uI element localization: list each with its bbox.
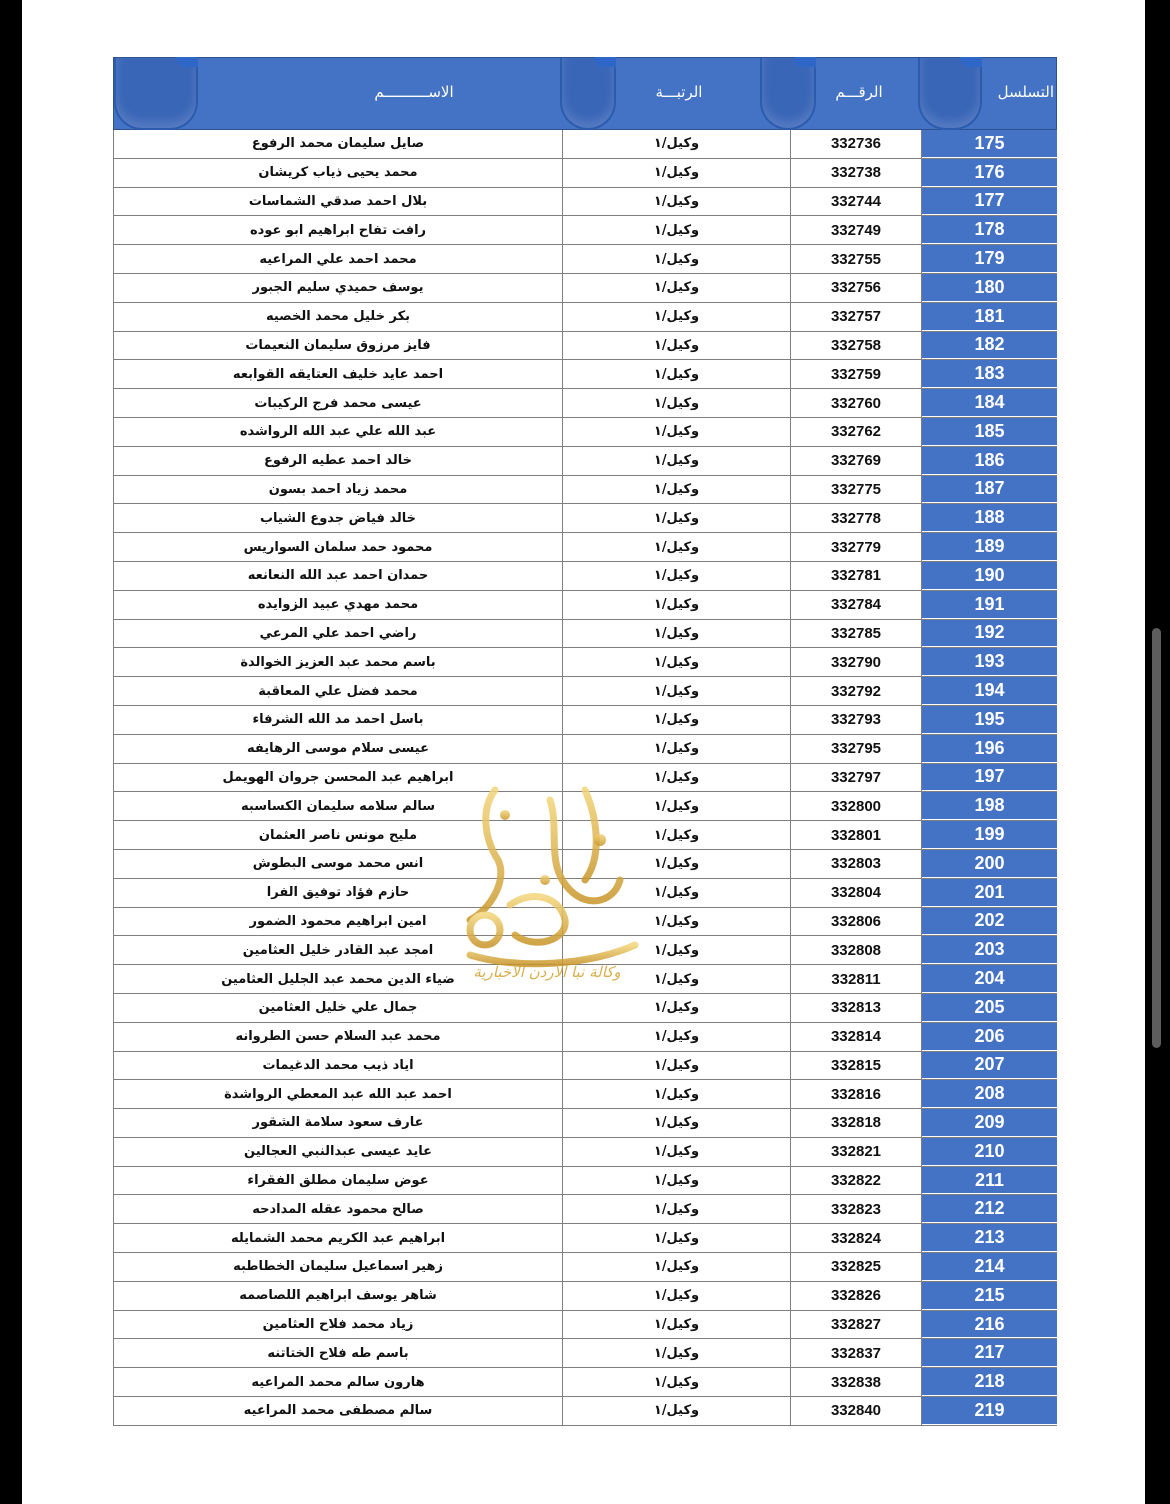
cell-name: محمد يحيى ذياب كريشان xyxy=(113,159,563,187)
header-number: الرقـــم xyxy=(835,83,883,101)
table-row xyxy=(113,879,1057,908)
cell-rank: وكيل/١ xyxy=(563,1023,791,1051)
cell-sequence: 199 xyxy=(922,821,1057,849)
table-row xyxy=(113,476,1057,505)
cell-name: بكر خليل محمد الخصيه xyxy=(113,303,563,331)
cell-name: امجد عبد القادر خليل العثامين xyxy=(113,936,563,964)
table-row xyxy=(113,303,1057,332)
table-row xyxy=(113,1195,1057,1224)
personnel-table xyxy=(113,57,1057,1426)
cell-sequence: 208 xyxy=(922,1080,1057,1108)
table-row xyxy=(113,1253,1057,1282)
cell-number: 332816 xyxy=(791,1080,922,1108)
cell-name: عيسى محمد فرج الركيبات xyxy=(113,389,563,417)
cell-number: 332779 xyxy=(791,533,922,561)
table-row xyxy=(113,648,1057,677)
table-row xyxy=(113,850,1057,879)
cell-sequence: 216 xyxy=(922,1311,1057,1339)
table-row xyxy=(113,130,1057,159)
cell-number: 332827 xyxy=(791,1311,922,1339)
table-row xyxy=(113,216,1057,245)
table-row xyxy=(113,1397,1057,1426)
cell-sequence: 217 xyxy=(922,1339,1057,1367)
cell-name: محمد زياد احمد بسون xyxy=(113,476,563,504)
cell-number: 332803 xyxy=(791,850,922,878)
table-row xyxy=(113,1282,1057,1311)
cell-sequence: 205 xyxy=(922,994,1057,1022)
cell-name: جمال علي خليل العثامين xyxy=(113,994,563,1022)
cell-number: 332755 xyxy=(791,245,922,273)
cell-name: محمد فضل علي المعاقبة xyxy=(113,677,563,705)
cell-rank: وكيل/١ xyxy=(563,620,791,648)
cell-sequence: 219 xyxy=(922,1397,1057,1425)
cell-rank: وكيل/١ xyxy=(563,1138,791,1166)
cell-sequence: 182 xyxy=(922,332,1057,360)
cell-name: راضي احمد علي المرعي xyxy=(113,620,563,648)
cell-number: 332801 xyxy=(791,821,922,849)
table-row xyxy=(113,1080,1057,1109)
table-row xyxy=(113,1224,1057,1253)
cell-sequence: 176 xyxy=(922,159,1057,187)
cell-name: عارف سعود سلامة الشقور xyxy=(113,1109,563,1137)
cell-sequence: 177 xyxy=(922,188,1057,216)
cell-number: 332738 xyxy=(791,159,922,187)
cell-rank: وكيل/١ xyxy=(563,1311,791,1339)
table-row xyxy=(113,677,1057,706)
cell-sequence: 197 xyxy=(922,764,1057,792)
cell-name: باسل احمد مد الله الشرفاء xyxy=(113,706,563,734)
cell-rank: وكيل/١ xyxy=(563,1195,791,1223)
cell-sequence: 188 xyxy=(922,504,1057,532)
cell-rank: وكيل/١ xyxy=(563,850,791,878)
cell-rank: وكيل/١ xyxy=(563,1339,791,1367)
cell-sequence: 209 xyxy=(922,1109,1057,1137)
cell-rank: وكيل/١ xyxy=(563,418,791,446)
cell-sequence: 215 xyxy=(922,1282,1057,1310)
cell-rank: وكيل/١ xyxy=(563,1253,791,1281)
table-row xyxy=(113,706,1057,735)
cell-number: 332778 xyxy=(791,504,922,532)
cell-number: 332826 xyxy=(791,1282,922,1310)
cell-sequence: 194 xyxy=(922,677,1057,705)
cell-name: بلال احمد صدقي الشماسات xyxy=(113,188,563,216)
table-row xyxy=(113,418,1057,447)
table-row xyxy=(113,1023,1057,1052)
cell-number: 332822 xyxy=(791,1167,922,1195)
cell-sequence: 201 xyxy=(922,879,1057,907)
cell-number: 332825 xyxy=(791,1253,922,1281)
cell-sequence: 187 xyxy=(922,476,1057,504)
cell-sequence: 190 xyxy=(922,562,1057,590)
header-tab-decoration xyxy=(760,58,816,130)
header-tab-decoration xyxy=(560,58,616,130)
cell-rank: وكيل/١ xyxy=(563,504,791,532)
cell-rank: وكيل/١ xyxy=(563,1397,791,1425)
table-row xyxy=(113,533,1057,562)
cell-number: 332757 xyxy=(791,303,922,331)
cell-rank: وكيل/١ xyxy=(563,389,791,417)
cell-number: 332769 xyxy=(791,447,922,475)
cell-name: باسم محمد عبد العزيز الخوالدة xyxy=(113,648,563,676)
cell-name: عبد الله علي عبد الله الرواشده xyxy=(113,418,563,446)
cell-name: احمد عبد الله عبد المعطي الرواشدة xyxy=(113,1080,563,1108)
cell-sequence: 189 xyxy=(922,533,1057,561)
cell-number: 332840 xyxy=(791,1397,922,1425)
cell-rank: وكيل/١ xyxy=(563,130,791,158)
cell-rank: وكيل/١ xyxy=(563,1167,791,1195)
table-row xyxy=(113,159,1057,188)
cell-sequence: 198 xyxy=(922,792,1057,820)
cell-name: سالم سلامه سليمان الكساسبه xyxy=(113,792,563,820)
table-row xyxy=(113,1368,1057,1397)
cell-name: حازم فؤاد توفيق الفرا xyxy=(113,879,563,907)
cell-rank: وكيل/١ xyxy=(563,591,791,619)
cell-rank: وكيل/١ xyxy=(563,216,791,244)
cell-rank: وكيل/١ xyxy=(563,303,791,331)
table-row xyxy=(113,764,1057,793)
cell-rank: وكيل/١ xyxy=(563,994,791,1022)
cell-rank: وكيل/١ xyxy=(563,706,791,734)
cell-number: 332775 xyxy=(791,476,922,504)
cell-name: ضياء الدين محمد عبد الجليل العثامين xyxy=(113,965,563,993)
cell-sequence: 180 xyxy=(922,274,1057,302)
cell-rank: وكيل/١ xyxy=(563,245,791,273)
cell-rank: وكيل/١ xyxy=(563,936,791,964)
cell-name: مليح مونس ناصر العثمان xyxy=(113,821,563,849)
cell-rank: وكيل/١ xyxy=(563,447,791,475)
cell-rank: وكيل/١ xyxy=(563,908,791,936)
cell-name: عيسى سلام موسى الرهايفه xyxy=(113,735,563,763)
cell-name: محمد عبد السلام حسن الطروانه xyxy=(113,1023,563,1051)
cell-sequence: 202 xyxy=(922,908,1057,936)
cell-rank: وكيل/١ xyxy=(563,764,791,792)
cell-rank: وكيل/١ xyxy=(563,735,791,763)
cell-sequence: 183 xyxy=(922,360,1057,388)
cell-name: شاهر يوسف ابراهيم اللصاصمه xyxy=(113,1282,563,1310)
cell-number: 332815 xyxy=(791,1052,922,1080)
cell-number: 332756 xyxy=(791,274,922,302)
cell-name: زياد محمد فلاح العثامين xyxy=(113,1311,563,1339)
cell-name: محمد مهدي عبيد الزوايده xyxy=(113,591,563,619)
cell-name: سالم مصطفى محمد المراعيه xyxy=(113,1397,563,1425)
cell-number: 332806 xyxy=(791,908,922,936)
cell-number: 332837 xyxy=(791,1339,922,1367)
cell-name: يوسف حميدي سليم الجبور xyxy=(113,274,563,302)
cell-rank: وكيل/١ xyxy=(563,879,791,907)
table-body xyxy=(113,130,1057,1426)
table-row xyxy=(113,562,1057,591)
cell-rank: وكيل/١ xyxy=(563,1282,791,1310)
cell-sequence: 218 xyxy=(922,1368,1057,1396)
cell-sequence: 210 xyxy=(922,1138,1057,1166)
cell-number: 332762 xyxy=(791,418,922,446)
cell-rank: وكيل/١ xyxy=(563,1080,791,1108)
cell-number: 332818 xyxy=(791,1109,922,1137)
cell-sequence: 193 xyxy=(922,648,1057,676)
header-rank: الرتبـــة xyxy=(655,83,703,101)
cell-name: امين ابراهيم محمود الضمور xyxy=(113,908,563,936)
table-row xyxy=(113,936,1057,965)
cell-rank: وكيل/١ xyxy=(563,1224,791,1252)
viewer-left-edge xyxy=(0,0,22,1504)
table-row xyxy=(113,908,1057,937)
cell-sequence: 206 xyxy=(922,1023,1057,1051)
table-row xyxy=(113,821,1057,850)
cell-sequence: 184 xyxy=(922,389,1057,417)
cell-name: ابراهيم عبد الكريم محمد الشمايله xyxy=(113,1224,563,1252)
table-row xyxy=(113,360,1057,389)
cell-number: 332760 xyxy=(791,389,922,417)
cell-name: صايل سليمان محمد الرفوع xyxy=(113,130,563,158)
cell-sequence: 175 xyxy=(922,130,1057,158)
cell-rank: وكيل/١ xyxy=(563,677,791,705)
header-sequence: التسلسل xyxy=(997,83,1054,101)
cell-name: هارون سالم محمد المراعيه xyxy=(113,1368,563,1396)
cell-name: صالح محمود عقله المدادحه xyxy=(113,1195,563,1223)
cell-name: زهير اسماعيل سليمان الخطاطبه xyxy=(113,1253,563,1281)
cell-name: حمدان احمد عبد الله النعانعه xyxy=(113,562,563,590)
cell-sequence: 196 xyxy=(922,735,1057,763)
cell-sequence: 214 xyxy=(922,1253,1057,1281)
cell-name: رافت تفاح ابراهيم ابو عوده xyxy=(113,216,563,244)
table-row xyxy=(113,591,1057,620)
cell-number: 332811 xyxy=(791,965,922,993)
cell-rank: وكيل/١ xyxy=(563,533,791,561)
cell-number: 332792 xyxy=(791,677,922,705)
table-header xyxy=(113,57,1057,130)
table-row xyxy=(113,1167,1057,1196)
table-row xyxy=(113,735,1057,764)
cell-name: فايز مرزوق سليمان النعيمات xyxy=(113,332,563,360)
cell-sequence: 195 xyxy=(922,706,1057,734)
table-row xyxy=(113,245,1057,274)
table-row xyxy=(113,1052,1057,1081)
cell-sequence: 211 xyxy=(922,1167,1057,1195)
table-row xyxy=(113,1339,1057,1368)
cell-number: 332744 xyxy=(791,188,922,216)
cell-sequence: 213 xyxy=(922,1224,1057,1252)
cell-name: احمد عايد خليف العتايقه القوابعه xyxy=(113,360,563,388)
table-row xyxy=(113,994,1057,1023)
table-row xyxy=(113,389,1057,418)
table-row xyxy=(113,1109,1057,1138)
cell-rank: وكيل/١ xyxy=(563,476,791,504)
cell-sequence: 192 xyxy=(922,620,1057,648)
cell-rank: وكيل/١ xyxy=(563,965,791,993)
cell-rank: وكيل/١ xyxy=(563,562,791,590)
table-row xyxy=(113,274,1057,303)
cell-sequence: 179 xyxy=(922,245,1057,273)
cell-sequence: 178 xyxy=(922,216,1057,244)
cell-rank: وكيل/١ xyxy=(563,332,791,360)
cell-sequence: 191 xyxy=(922,591,1057,619)
cell-sequence: 181 xyxy=(922,303,1057,331)
table-row xyxy=(113,1138,1057,1167)
table-row xyxy=(113,332,1057,361)
cell-sequence: 203 xyxy=(922,936,1057,964)
table-row xyxy=(113,792,1057,821)
cell-sequence: 204 xyxy=(922,965,1057,993)
watermark-caption: وكالة نبأ الأردن الاخبارية xyxy=(473,963,621,981)
cell-name: خالد فياض جدوع الشياب xyxy=(113,504,563,532)
table-row xyxy=(113,504,1057,533)
cell-number: 332758 xyxy=(791,332,922,360)
cell-name: انس محمد موسى البطوش xyxy=(113,850,563,878)
cell-name: عوض سليمان مطلق الفقراء xyxy=(113,1167,563,1195)
cell-sequence: 207 xyxy=(922,1052,1057,1080)
cell-number: 332795 xyxy=(791,735,922,763)
cell-rank: وكيل/١ xyxy=(563,792,791,820)
cell-number: 332749 xyxy=(791,216,922,244)
cell-name: خالد احمد عطيه الرفوع xyxy=(113,447,563,475)
cell-name: محمود حمد سلمان السواريس xyxy=(113,533,563,561)
cell-sequence: 212 xyxy=(922,1195,1057,1223)
cell-sequence: 186 xyxy=(922,447,1057,475)
cell-number: 332793 xyxy=(791,706,922,734)
cell-number: 332838 xyxy=(791,1368,922,1396)
cell-number: 332813 xyxy=(791,994,922,1022)
cell-number: 332804 xyxy=(791,879,922,907)
cell-name: ابراهيم عبد المحسن جروان الهويمل xyxy=(113,764,563,792)
cell-number: 332797 xyxy=(791,764,922,792)
cell-name: باسم طه فلاح الختاتنه xyxy=(113,1339,563,1367)
cell-rank: وكيل/١ xyxy=(563,159,791,187)
cell-rank: وكيل/١ xyxy=(563,821,791,849)
cell-number: 332781 xyxy=(791,562,922,590)
cell-number: 332785 xyxy=(791,620,922,648)
cell-rank: وكيل/١ xyxy=(563,274,791,302)
table-row xyxy=(113,620,1057,649)
cell-number: 332784 xyxy=(791,591,922,619)
cell-number: 332808 xyxy=(791,936,922,964)
cell-number: 332824 xyxy=(791,1224,922,1252)
header-name: الاســــــــــم xyxy=(374,83,454,101)
cell-number: 332814 xyxy=(791,1023,922,1051)
cell-number: 332790 xyxy=(791,648,922,676)
cell-number: 332759 xyxy=(791,360,922,388)
cell-rank: وكيل/١ xyxy=(563,1052,791,1080)
cell-name: اياد ذيب محمد الدغيمات xyxy=(113,1052,563,1080)
cell-number: 332736 xyxy=(791,130,922,158)
cell-number: 332800 xyxy=(791,792,922,820)
cell-number: 332821 xyxy=(791,1138,922,1166)
cell-name: عايد عيسى عبدالنبي العجالين xyxy=(113,1138,563,1166)
table-row xyxy=(113,188,1057,217)
scrollbar-thumb[interactable] xyxy=(1152,628,1161,1048)
cell-sequence: 185 xyxy=(922,418,1057,446)
table-row xyxy=(113,447,1057,476)
cell-sequence: 200 xyxy=(922,850,1057,878)
cell-rank: وكيل/١ xyxy=(563,648,791,676)
cell-name: محمد احمد علي المراعيه xyxy=(113,245,563,273)
cell-rank: وكيل/١ xyxy=(563,1368,791,1396)
header-tab-decoration xyxy=(114,58,198,130)
cell-rank: وكيل/١ xyxy=(563,188,791,216)
cell-rank: وكيل/١ xyxy=(563,360,791,388)
table-row xyxy=(113,1311,1057,1340)
cell-rank: وكيل/١ xyxy=(563,1109,791,1137)
cell-number: 332823 xyxy=(791,1195,922,1223)
